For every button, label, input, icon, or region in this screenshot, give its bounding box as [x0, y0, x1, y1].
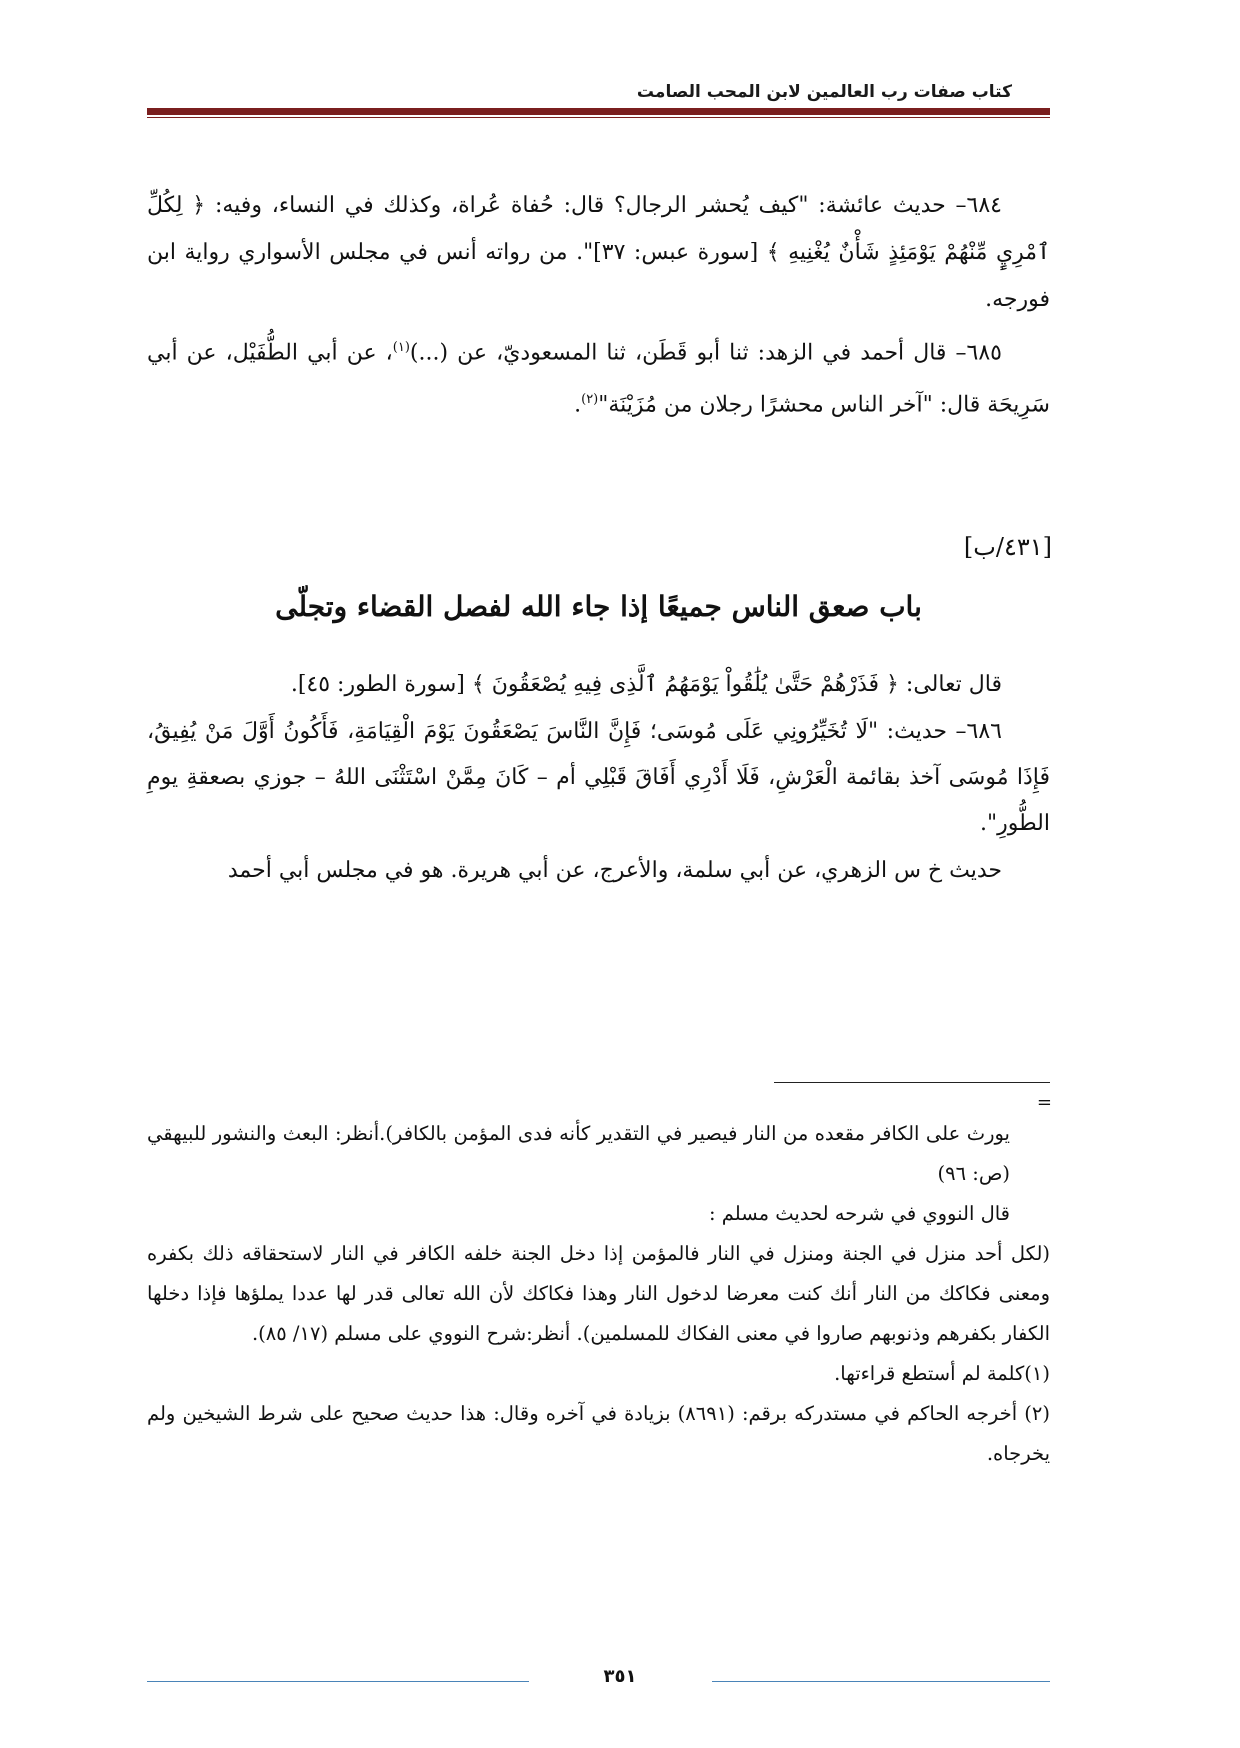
quran-verse: [147, 662, 1050, 708]
footnote-separator: [774, 1082, 1050, 1083]
hadith-685: [147, 324, 1050, 429]
hadith-685-line-1: ٦٨٥– قال أحمد في الزهد: ثنا أبو قَطَن، ثنا المسعوديّ، عن (...): [409, 340, 1002, 366]
chapter-title: باب صعق الناس جميعًا إذا جاء الله لفصل القضاء وتجلّى: [275, 590, 922, 623]
hadith-686-line-3: جوزي بصعقةِ يومِ الطُّورِ".: [147, 765, 1050, 836]
footnote-continuation-mark: =: [1036, 1092, 1052, 1113]
hadith-684-line-2: وفيه: ﴿ لِكُلِّ ٱمْرِيٍٕ مِّنْهُمْ يَوْمَئِذٍ شَأْنٌ يُغْنِيهِ ﴾ [سورة عبس: ٣٧]". من رواته أنس في مجلس: [147, 193, 1050, 265]
page-number: ٣٥١: [603, 1666, 637, 1687]
footnote-continued-1: يورث على الكافر مقعده من النار فيصير في التقدير كأنه فدى المؤمن بالكافر).أنظر: البعث والنشور للبيهقي (ص: ٩٦): [147, 1122, 1010, 1185]
main-text-block: [147, 182, 1050, 430]
hadith-685-line-1-end: ، عن أبي: [307, 340, 393, 366]
hadith-686-line-2: مَنْ يُفِيقُ، فَإِذَا مُوسَى آخذ بقائمة الْعَرْشِ، فَلَا أَدْرِي أَفَاقَ قَبْلِي أم – كَانَ مِمَّنْ اسْتَثْنَى اللهُ –: [147, 719, 1050, 790]
header-rule-thin: [147, 117, 1050, 118]
hadith-685-line-2-end: .: [574, 392, 582, 418]
footer-rule-left: [147, 1681, 529, 1682]
footnote-ref-1[interactable]: (١): [392, 340, 410, 355]
running-head: كتاب صفات رب العالمين لابن المحب الصامت: [636, 82, 1012, 102]
hadith-686: [147, 709, 1050, 847]
hadith-686-line-4: حديث خ س الزهري، عن أبي سلمة، والأعرج، عن أبي هريرة. هو في مجلس أبي أحمد: [227, 858, 1002, 883]
hadith-684-line-1: ٦٨٤– حديث عائشة: "كيف يُحشر الرجال؟ قال: حُفاة عُراة، وكذلك في النساء،: [271, 193, 1002, 218]
footnote-1: (١)كلمة لم أستطع قراءتها.: [834, 1362, 1050, 1385]
header-rule: [147, 108, 1050, 115]
manuscript-folio-marker: [٤٣١/ب]: [963, 533, 1052, 561]
hadith-686-line-1: ٦٨٦– حديث: "لَا تُخَيِّرُونِي عَلَى مُوسَى؛ فَإِنَّ النَّاسَ يَصْعَقُونَ يَوْمَ الْقِيَامَةِ، فَأَكُونُ أَوَّلَ: [242, 719, 1002, 744]
footnote-2: (٢) أخرجه الحاكم في مستدركه برقم: (٨٦٩١) بزيادة في آخره وقال: هذا حديث صحيح على شرط الشيخين ولم يخرجاه.: [147, 1402, 1050, 1465]
footnote-continued-3: (لكل أحد منزل في الجنة ومنزل في النار فالمؤمن إذا دخل الجنة خلفه الكافر في النار لاستحقاقه ذلك بكفره ومعنى فكاكك من النار أنك كنت معرضا لدخول النار وهذا فكاكك لأن الله تعالى قدر لها عددا يملؤها فإذا دخلها الكفار بكفرهم وذنوبهم صاروا في معنى الفكاك للمسلمين). أنظر:شرح النووي على مسلم (١٧/ ٨٥).: [147, 1242, 1050, 1345]
hadith-684: [147, 182, 1050, 323]
quran-verse-line: قال تعالى: ﴿ فَذَرْهُمْ حَتَّىٰ يُلَٰقُواْ يَوْمَهُمُ ٱلَّذِى فِيهِ يُصْعَقُونَ ﴾ [سورة الطور: ٤٥].: [290, 672, 1002, 697]
hadith-685-line-2: الطُّفَيْل، عن أبي سَرِيحَة قال: "آخر الناس محشرًا رجلان من مُزَيْنَة": [147, 340, 1050, 418]
footer-rule-right: [712, 1681, 1050, 1682]
footnote-ref-2[interactable]: (٢): [581, 392, 599, 408]
hadith-686-takhrij: [147, 848, 1050, 894]
chapter-text-block: [147, 662, 1050, 895]
footnotes-block: [147, 1114, 1050, 1474]
hadith-684-line-3: الأسواري رواية ابن فورجه.: [147, 240, 1050, 312]
footnote-continued-2: قال النووي في شرحه لحديث مسلم :: [709, 1202, 1010, 1225]
